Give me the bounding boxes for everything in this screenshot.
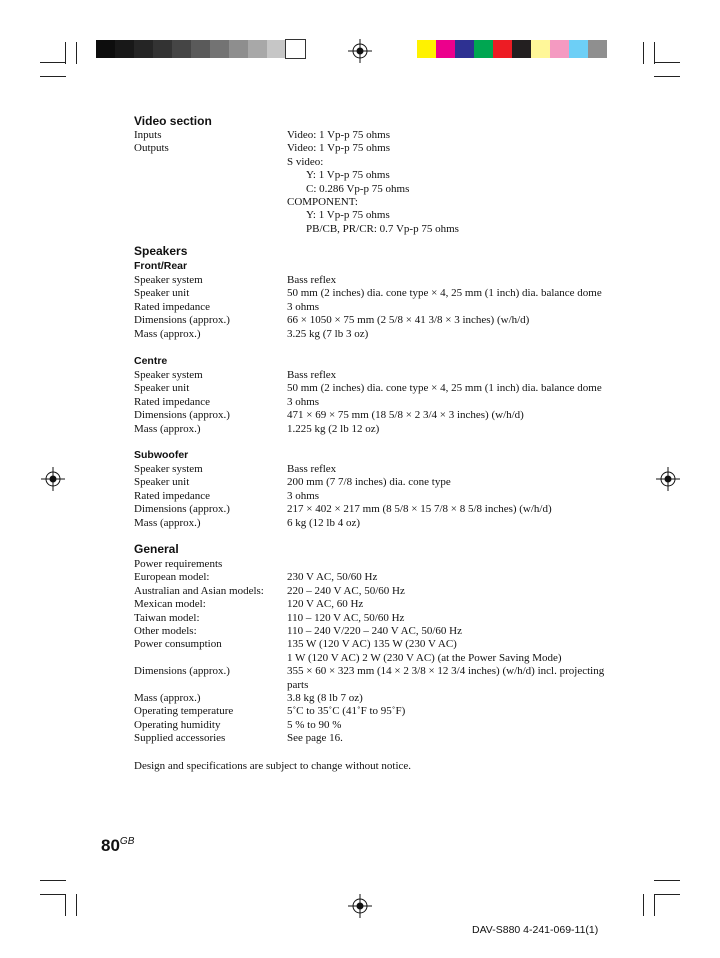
spec-value: 110 – 240 V/220 – 240 V AC, 50/60 Hz [287,625,462,637]
spec-value: 1.225 kg (2 lb 12 oz) [287,422,380,435]
registration-mark-icon [41,467,65,491]
spec-label: Mass (approx.) [134,327,201,340]
spec-row [134,382,614,395]
spec-label: Dimensions (approx.) [134,409,230,422]
spec-row [134,558,614,571]
spec-row [134,328,614,341]
spec-row [134,517,614,530]
gray-swatch [210,40,229,58]
gray-swatch [267,40,286,58]
spec-label: Dimensions (approx.) [134,665,230,678]
spec-label: Speaker system [134,463,203,475]
spec-label: Supplied accessories [134,732,226,745]
spec-value: 471 × 69 × 75 mm (18 5/8 × 2 3/4 × 3 inches) (w/h/d) [287,409,524,422]
registration-mark-icon [348,39,372,63]
spec-label: Inputs [134,129,162,141]
spec-label: Rated impedance [134,300,211,313]
spec-row [134,503,614,516]
spec-row [134,183,614,196]
spec-label: Rated impedance [134,489,211,502]
spec-value: 120 V AC, 60 Hz [287,598,364,611]
spec-row [134,665,614,678]
gray-swatch [191,40,210,58]
spec-value: parts [287,678,309,691]
spec-label: Mexican model: [134,598,206,611]
spec-row [134,409,614,422]
spec-row [134,476,614,489]
color-swatch [550,40,569,58]
spec-value: 217 × 402 × 217 mm (8 5/8 × 15 7/8 × 8 5/8 inches) (w/h/d) [287,503,552,516]
spec-value: 3 ohms [287,300,320,313]
gray-swatch [229,40,248,58]
spec-value: 3 ohms [287,395,320,408]
subwoofer-heading: Subwoofer [134,449,189,461]
page-number-suffix: GB [119,836,135,847]
gray-swatch [115,40,134,58]
spec-label: Dimensions (approx.) [134,314,230,327]
spec-row [134,209,614,222]
spec-row [134,142,614,155]
color-swatch [493,40,512,58]
spec-label: Mass (approx.) [134,516,201,529]
spec-label: Speaker system [134,274,203,286]
spec-label: Power consumption [134,638,222,651]
general-heading: General [134,542,179,556]
color-swatch [455,40,474,58]
spec-row [134,196,614,209]
spec-row [134,719,614,732]
spec-row [134,705,614,718]
spec-row [134,396,614,409]
spec-value: Bass reflex [287,463,337,475]
spec-row [134,490,614,503]
color-swatch [436,40,455,58]
document-code: DAV-S880 4-241-069-11(1) [472,924,599,936]
spec-value: 355 × 60 × 323 mm (14 × 2 3/8 × 12 3/4 inches) (w/h/d) incl. projecting [287,665,605,678]
spec-row [134,129,614,142]
spec-row [134,463,614,476]
spec-row [134,314,614,327]
color-swatch [531,40,550,58]
spec-label: European model: [134,571,210,584]
spec-row [134,369,614,382]
color-swatch [588,40,607,58]
spec-value: Bass reflex [287,369,337,381]
spec-value: 3.25 kg (7 lb 3 oz) [287,327,369,340]
spec-value: 110 – 120 V AC, 50/60 Hz [287,611,405,624]
spec-label: Speaker unit [134,287,190,300]
video-section-heading: Video section [134,114,212,128]
spec-label: Mass (approx.) [134,422,201,435]
spec-label: Operating humidity [134,718,221,731]
spec-value: 3.8 kg (8 lb 7 oz) [287,692,363,704]
spec-value: 5 % to 90 % [287,718,342,731]
spec-label: Australian and Asian models: [134,584,264,597]
spec-row [134,652,614,665]
spec-value: 5˚C to 35˚C (41˚F to 95˚F) [287,705,406,718]
footnote: Design and specifications are subject to change without notice. [134,760,412,772]
spec-value: 50 mm (2 inches) dia. cone type × 4, 25 mm (1 inch) dia. balance dome [287,287,602,300]
spec-label: Power requirements [134,558,223,570]
gray-swatch [96,40,115,58]
spec-value: 3 ohms [287,489,320,502]
spec-label: Other models: [134,625,197,637]
front-rear-heading: Front/Rear [134,260,188,272]
color-swatch [512,40,531,58]
spec-row [134,274,614,287]
spec-row [134,679,614,692]
spec-row [134,598,614,611]
spec-value: 6 kg (12 lb 4 oz) [287,516,361,529]
spec-label: Rated impedance [134,395,211,408]
spec-label: Speaker unit [134,476,190,489]
speakers-heading: Speakers [134,244,188,258]
gray-swatch [286,40,305,58]
spec-value: See page 16. [287,732,343,745]
spec-row [134,571,614,584]
spec-label: Outputs [134,142,169,155]
spec-label: Speaker unit [134,382,190,395]
spec-value: Video: 1 Vp-p 75 ohms [287,142,391,155]
spec-label: Mass (approx.) [134,692,201,704]
page-number-value: 80 [101,836,120,855]
spec-row [134,612,614,625]
spec-value: Video: 1 Vp-p 75 ohms [287,129,391,141]
spec-value: Y: 1 Vp-p 75 ohms [306,169,390,182]
spec-row [134,625,614,638]
spec-value: C: 0.286 Vp-p 75 ohms [306,182,410,195]
spec-label: Taiwan model: [134,611,200,624]
spec-label: Operating temperature [134,705,234,718]
gray-swatch [134,40,153,58]
spec-value: Y: 1 Vp-p 75 ohms [306,209,390,222]
spec-value: COMPONENT: [287,196,358,208]
spec-value: 50 mm (2 inches) dia. cone type × 4, 25 mm (1 inch) dia. balance dome [287,382,602,395]
spec-row [134,692,614,705]
color-swatch [474,40,493,58]
registration-mark-icon [656,467,680,491]
spec-value: 66 × 1050 × 75 mm (2 5/8 × 41 3/8 × 3 inches) (w/h/d) [287,314,530,327]
color-swatch [417,40,436,58]
spec-row [134,301,614,314]
page-number [101,836,134,856]
centre-heading: Centre [134,355,168,367]
registration-mark-icon [348,894,372,918]
spec-value: PB/CB, PR/CR: 0.7 Vp-p 75 ohms [306,222,459,235]
spec-value: 200 mm (7 7/8 inches) dia. cone type [287,476,451,489]
spec-value: S video: [287,155,324,168]
spec-label: Speaker system [134,369,203,381]
spec-value: 1 W (120 V AC) 2 W (230 V AC) (at the Power Saving Mode) [287,651,562,664]
spec-label: Dimensions (approx.) [134,503,230,516]
spec-row [134,287,614,300]
spec-row [134,732,614,745]
spec-value: 135 W (120 V AC) 135 W (230 V AC) [287,638,457,651]
spec-row [134,156,614,169]
spec-value: 220 – 240 V AC, 50/60 Hz [287,584,405,597]
spec-row [134,223,614,236]
spec-row [134,638,614,651]
gray-swatch [153,40,172,58]
spec-row [134,169,614,182]
spec-row [134,585,614,598]
gray-swatch [172,40,191,58]
spec-value: Bass reflex [287,274,337,286]
color-swatch [569,40,588,58]
spec-row [134,423,614,436]
gray-swatch [248,40,267,58]
spec-value: 230 V AC, 50/60 Hz [287,571,378,584]
